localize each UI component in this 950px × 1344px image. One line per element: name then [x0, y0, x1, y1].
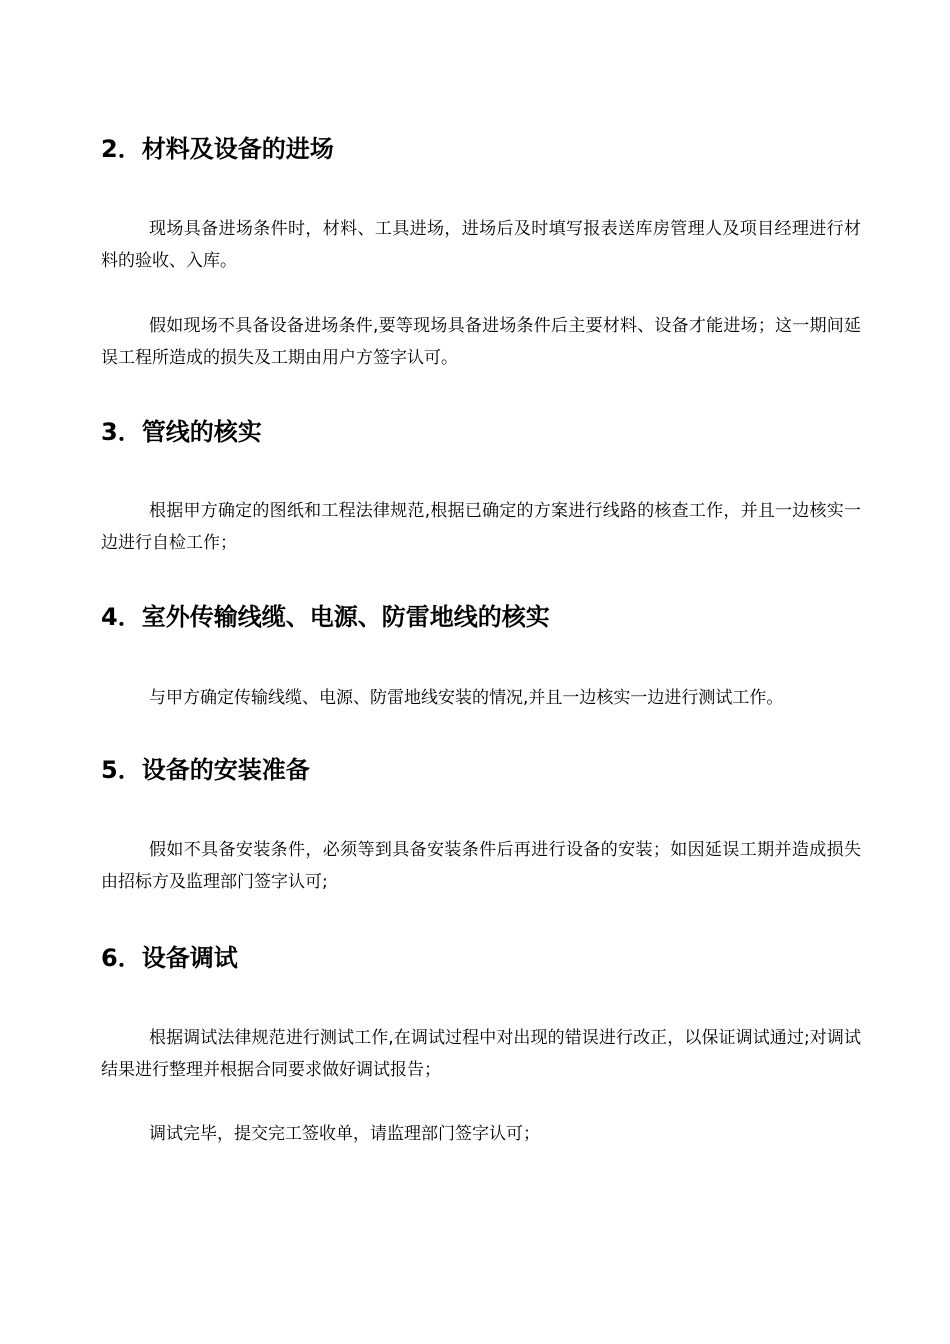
paragraph-outdoor-cable-verification: 与甲方确定传输线缆、电源、防雷地线安装的情况,并且一边核实一边进行测试工作。 — [149, 688, 784, 708]
section-heading-outdoor-cable-verification: 4．室外传输线缆、电源、防雷地线的核实 — [101, 603, 550, 631]
section-heading-materials-equipment-entry: 2．材料及设备的进场 — [101, 135, 334, 163]
paragraph-debugging-process: 根据调试法律规范进行测试工作,在调试过程中对出现的错误进行改正，以保证调试通过;对调试结果进行整理并根据合同要求做好调试报告； — [101, 1028, 861, 1080]
paragraph-pipeline-verification: 根据甲方确定的图纸和工程法律规范,根据已确定的方案进行线路的核查工作，并且一边核实一边进行自检工作； — [101, 501, 861, 553]
paragraph-installation-preparation: 假如不具备安装条件，必须等到具备安装条件后再进行设备的安装；如因延误工期并造成损失由招标方及监理部门签字认可; — [101, 840, 861, 892]
paragraph-equipment-entry-delay: 假如现场不具备设备进场条件,要等现场具备进场条件后主要材料、设备才能进场；这一期间延误工程所造成的损失及工期由用户方签字认可。 — [101, 316, 861, 368]
paragraph-materials-entry: 现场具备进场条件时，材料、工具进场，进场后及时填写报表送库房管理人及项目经理进行材料的验收、入库。 — [101, 219, 861, 271]
section-heading-pipeline-verification: 3．管线的核实 — [101, 418, 262, 446]
section-heading-equipment-debugging: 6．设备调试 — [101, 944, 238, 972]
section-heading-installation-preparation: 5．设备的安装准备 — [101, 756, 310, 784]
paragraph-debugging-completion: 调试完毕，提交完工签收单，请监理部门签字认可； — [149, 1124, 540, 1144]
